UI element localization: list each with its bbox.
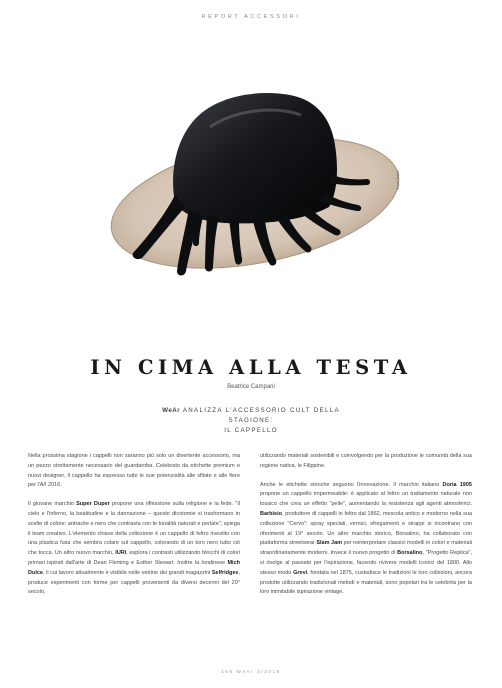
article-author: Beatrice Campani xyxy=(227,384,275,390)
page-footer: 166 WeAr 3/2016 xyxy=(221,669,281,674)
section-label: REPORT ACCESSORI xyxy=(201,14,301,20)
text-run: propone una riflessione sulla religione e la fede. "Il cielo e l'inferno, la beatitudine e la dannazione – queste dicotomie si trasformano in scelte di colore: antracite e nero che contrasta con le tonalità naturali e perlate", spiega il team creativo. L'elemento chiave della collezione è un cappello di feltro rivestito con una plastica fusa che sembra colare sul cappello, colorando di un toro nero tutto ciò che tocca. Un altro nuovo marchio, xyxy=(28,501,240,557)
brand-name: IURI xyxy=(115,550,127,557)
paragraph: utilizzando materiali sostenibili e coinvolgendo per la produzione le comunità della sua regione nativa, le Filippine. xyxy=(260,453,472,469)
text-run: , produce esperimenti con forme per cappelli provenienti da diversi decenni del 20° secolo, xyxy=(28,569,240,596)
text-run: , produttore di cappelli in feltro dal 1862, mescola antico e moderno nella sua collezione "Cervo": spray speciali, vernici, sfregamenti e strappi si incontrano con riferimenti al 19° secolo. Un altro marchio storico, Borsalino, ha collaborato con piattaforma streetwear xyxy=(260,510,472,547)
text-run: Il giovane marchio xyxy=(28,501,77,508)
subtitle-brand: WeAr xyxy=(162,407,181,414)
brand-name: Barbisio xyxy=(260,510,283,517)
hat-photo xyxy=(105,75,405,285)
text-run: , fondata nel 1875, custodisce le tradizioni le loro collezioni, ancora prodotte utilizzando tradizionali metodi e materiali, sono popolari tra le celebrità per la loro inimitabile ispirazione vintage. xyxy=(260,569,472,596)
brand-name: Doria 1905 xyxy=(442,481,472,488)
text-run: per reinterpretare classici modelli in colori e materiali straordinariamente moderni. Invece il nuovo progetto di xyxy=(260,540,473,557)
right-column xyxy=(260,452,472,607)
brand-name: Mich Dulce xyxy=(28,559,240,576)
brand-name: Grevi xyxy=(293,569,308,576)
hat-illustration xyxy=(105,75,405,285)
article-title: IN CIMA ALLA TESTA xyxy=(90,356,412,379)
text-run: Anche le etichette storiche seguono l'innovazione. Il marchio italiano xyxy=(260,481,443,488)
text-run: , esplora i contrasti utilizzando blocchi di colori primari ispirati dall'arte di Dean Fleming e Esther Stewart. Inoltre la londinese xyxy=(28,550,241,566)
subtitle-text-2: IL CAPPELLO xyxy=(224,427,278,434)
subtitle-text: ANALIZZA L'ACCESSORIO CULT DELLA STAGIONE: xyxy=(180,407,340,424)
paragraph xyxy=(260,481,472,599)
brand-name: Super Duper xyxy=(76,501,110,508)
paragraph xyxy=(28,500,240,598)
brand-name: Borsalino xyxy=(397,550,423,557)
left-column xyxy=(28,452,240,607)
brand-name: Selfridges xyxy=(211,569,239,576)
article-subtitle xyxy=(140,406,362,436)
text-run: , "Progetto Replica", si rivolge al passato per l'ispirazione, facendo rivivere modelli iconici del 1800. Allo stesso modo xyxy=(260,550,472,576)
brand-name: Slam Jam xyxy=(316,540,343,547)
text-run: propone un cappello impermeabile: è applicato al feltro un trattamento naturale non tossico che crea un effetto "pelle", aumentando la resistenza agli agenti atmosferici. xyxy=(260,491,472,508)
paragraph: Nella prossima stagione i cappelli non saranno più solo un divertente accessorio, ma un pezzo strettamente necessario del guardaroba. Celebrato da etichette premium e nuovi designer, il cappello ha espresso tutte le sue potenzialità alle sfilate e alle fiere per l'A/I 2016. xyxy=(28,453,240,489)
text-run: , il cui lavoro attualmente è visibile nelle vetrine dei grandi magazzini xyxy=(42,569,212,576)
hat-crown xyxy=(173,93,337,223)
photo-credit: Super Duper xyxy=(396,169,400,190)
